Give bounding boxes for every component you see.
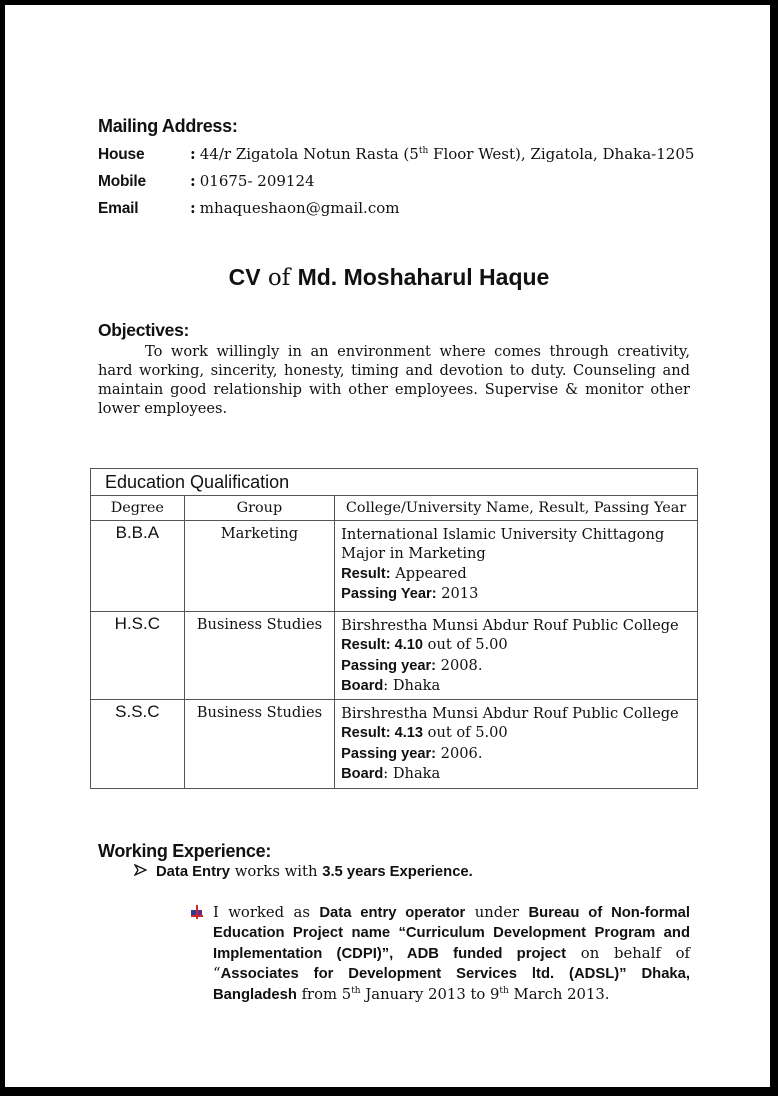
- passing-value: 2008.: [436, 656, 483, 674]
- board-value: : Dhaka: [383, 677, 441, 695]
- result-score: 4.13: [394, 725, 424, 742]
- institution-name: Birshrestha Munsi Abdur Rouf Public College: [341, 617, 679, 634]
- passing-value: 2013: [436, 585, 479, 603]
- email-label: Email: [98, 200, 139, 217]
- column-header-institution: College/University Name, Result, Passing Year: [335, 496, 698, 521]
- result-label: Result:: [341, 637, 395, 654]
- desc-organization: Associates for Development Services ltd. (ADSL)” Dhaka, Bangladesh: [213, 966, 690, 1003]
- result-label: Result:: [341, 725, 395, 742]
- details-cell: [335, 612, 698, 700]
- result-value: out of 5.00: [423, 636, 508, 654]
- degree-cell: B.B.A: [91, 521, 185, 612]
- email-row: Email : mhaqueshaon@gmail.com: [98, 198, 400, 217]
- desc-part: under: [465, 904, 529, 921]
- mobile-value: 01675- 209124: [199, 172, 315, 190]
- board-line: [341, 676, 697, 696]
- experience-years: 3.5 years Experience.: [322, 864, 473, 880]
- desc-role: Data entry operator: [319, 905, 466, 921]
- experience-item: [134, 863, 473, 880]
- table-row: [91, 521, 698, 612]
- passing-label: Passing Year:: [341, 586, 437, 603]
- mobile-row: Mobile : 01675- 209124: [98, 171, 315, 190]
- email-value: mhaqueshaon@gmail.com: [199, 199, 400, 217]
- desc-part: March 2013.: [508, 985, 610, 1003]
- board-value: : Dhaka: [383, 765, 441, 783]
- desc-sup: th: [499, 985, 509, 996]
- group-cell: Business Studies: [184, 700, 334, 789]
- objectives-text: To work willingly in an environment where comes through creativity, hard working, sincerity, honesty, timing and devotion to duty. Counseling and maintain good relationship with other employees. Supervise & monitor other lower employees.: [98, 343, 690, 417]
- details-cell: [335, 521, 698, 612]
- objectives-heading: Objectives:: [98, 320, 190, 340]
- column-header-degree: Degree: [91, 496, 185, 521]
- experience-role: Data Entry: [156, 864, 231, 880]
- flag-bullet-icon: [190, 904, 204, 918]
- table-row: [91, 700, 698, 789]
- desc-sup: th: [351, 985, 361, 996]
- result-line: [341, 635, 697, 655]
- mailing-address-heading: Mailing Address:: [98, 116, 238, 136]
- board-line: [341, 764, 697, 784]
- desc-part: from 5: [296, 985, 352, 1003]
- desc-project: Bureau of Non-formal Education Project name “Curriculum Development Program and Implementation (CDPI)”, ADB funded project: [213, 905, 690, 962]
- desc-part: January 2013 to 9: [360, 985, 500, 1003]
- house-row: House : 44/r Zigatola Notun Rasta (5th Floor West), Zigatola, Dhaka-1205: [98, 144, 695, 163]
- education-table: [90, 468, 698, 789]
- passing-value: 2006.: [436, 744, 483, 762]
- details-cell: [335, 700, 698, 789]
- cv-of: of: [267, 265, 291, 291]
- group-cell: Business Studies: [184, 612, 334, 700]
- passing-line: [341, 584, 697, 604]
- institution-name: International Islamic University Chittagong: [341, 526, 665, 543]
- result-line: [341, 723, 697, 743]
- table-row: [91, 612, 698, 700]
- education-title: Education Qualification: [91, 469, 698, 496]
- board-label: Board: [341, 766, 384, 783]
- board-label: Board: [341, 678, 384, 695]
- group-cell: Marketing: [184, 521, 334, 612]
- cv-label: CV: [228, 264, 261, 290]
- desc-part: on behalf of “: [213, 944, 690, 983]
- degree-cell: S.S.C: [91, 700, 185, 789]
- column-header-group: Group: [184, 496, 334, 521]
- result-line: [341, 564, 697, 584]
- passing-label: Passing year:: [341, 657, 437, 674]
- result-label: Result:: [341, 565, 391, 582]
- mobile-label: Mobile: [98, 173, 146, 190]
- experience-description: [213, 903, 690, 1005]
- passing-label: Passing year:: [341, 745, 437, 762]
- passing-line: [341, 744, 697, 764]
- arrow-right-icon: [134, 864, 148, 880]
- experience-text: works with: [230, 863, 323, 880]
- house-label: House: [98, 146, 145, 163]
- candidate-name: Md. Moshaharul Haque: [297, 264, 550, 290]
- details-extra: Major in Marketing: [341, 545, 486, 563]
- working-experience-heading: Working Experience:: [98, 841, 272, 861]
- institution-name: Birshrestha Munsi Abdur Rouf Public College: [341, 705, 679, 722]
- desc-part: I worked as: [213, 904, 320, 921]
- degree-cell: H.S.C: [91, 612, 185, 700]
- house-value: 44/r Zigatola Notun Rasta (5th Floor West), Zigatola, Dhaka-1205: [199, 145, 695, 163]
- passing-line: [341, 656, 697, 676]
- cv-title: [0, 264, 778, 291]
- result-value: out of 5.00: [423, 724, 508, 742]
- result-value: Appeared: [390, 564, 467, 582]
- result-score: 4.10: [394, 637, 424, 654]
